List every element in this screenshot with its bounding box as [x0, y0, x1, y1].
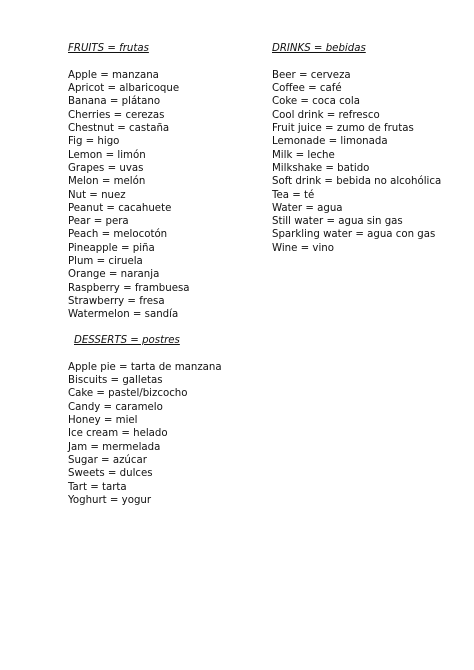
fruit-item: Cherries = cerezas	[68, 109, 165, 121]
drinks-list	[272, 69, 441, 255]
drink-item: Water = agua	[272, 202, 343, 214]
drink-item: Milkshake = batido	[272, 162, 370, 174]
fruit-item: Peach = melocotón	[68, 229, 168, 241]
dessert-item: Biscuits = galletas	[68, 375, 163, 387]
drink-item: Fruit juice = zumo de frutas	[272, 123, 414, 135]
fruit-item: Pear = pera	[68, 216, 129, 228]
dessert-item: Sugar = azúcar	[68, 454, 147, 466]
drink-item: Lemonade = limonada	[272, 136, 388, 148]
drink-item: Wine = vino	[272, 242, 334, 254]
fruit-item: Banana = plátano	[68, 96, 161, 108]
fruit-item: Apple = manzana	[68, 69, 159, 81]
fruit-item: Apricot = albaricoque	[68, 83, 180, 95]
drink-item: Milk = leche	[272, 149, 335, 161]
fruit-item: Nut = nuez	[68, 189, 126, 201]
fruit-item: Fig = higo	[68, 136, 120, 148]
fruits-heading: FRUITS = frutas	[68, 43, 149, 54]
fruit-item: Chestnut = castaña	[68, 123, 170, 135]
fruit-item: Melon = melón	[68, 176, 146, 188]
drinks-section	[272, 42, 441, 255]
fruits-list	[68, 69, 190, 322]
drink-item: Cool drink = refresco	[272, 109, 380, 121]
drink-item: Sparkling water = agua con gas	[272, 229, 436, 241]
desserts-section	[68, 334, 222, 507]
fruit-item: Peanut = cacahuete	[68, 202, 172, 214]
fruit-item: Raspberry = frambuesa	[68, 282, 190, 294]
dessert-item: Yoghurt = yogur	[68, 494, 152, 506]
fruit-item: Pineapple = piña	[68, 242, 155, 254]
drinks-heading: DRINKS = bebidas	[272, 43, 366, 54]
drink-item: Beer = cerveza	[272, 69, 351, 81]
dessert-item: Candy = caramelo	[68, 401, 163, 413]
drink-item: Still water = agua sin gas	[272, 216, 403, 228]
drink-item: Coke = coca cola	[272, 96, 360, 108]
dessert-item: Tart = tarta	[68, 481, 127, 493]
fruit-item: Watermelon = sandía	[68, 309, 179, 321]
fruit-item: Orange = naranja	[68, 269, 160, 281]
fruit-item: Lemon = limón	[68, 149, 146, 161]
dessert-item: Sweets = dulces	[68, 468, 153, 480]
fruit-item: Grapes = uvas	[68, 162, 144, 174]
desserts-list	[68, 361, 222, 507]
fruits-section	[68, 42, 190, 322]
desserts-heading: DESSERTS = postres	[74, 335, 180, 346]
dessert-item: Honey = miel	[68, 415, 138, 427]
fruit-item: Strawberry = fresa	[68, 295, 165, 307]
drink-item: Soft drink = bebida no alcohólica	[272, 176, 442, 188]
fruit-item: Plum = ciruela	[68, 256, 143, 268]
dessert-item: Apple pie = tarta de manzana	[68, 361, 222, 373]
drink-item: Tea = té	[272, 189, 315, 201]
dessert-item: Cake = pastel/bizcocho	[68, 388, 188, 400]
dessert-item: Ice cream = helado	[68, 428, 168, 440]
drink-item: Coffee = café	[272, 83, 342, 95]
dessert-item: Jam = mermelada	[68, 441, 161, 453]
